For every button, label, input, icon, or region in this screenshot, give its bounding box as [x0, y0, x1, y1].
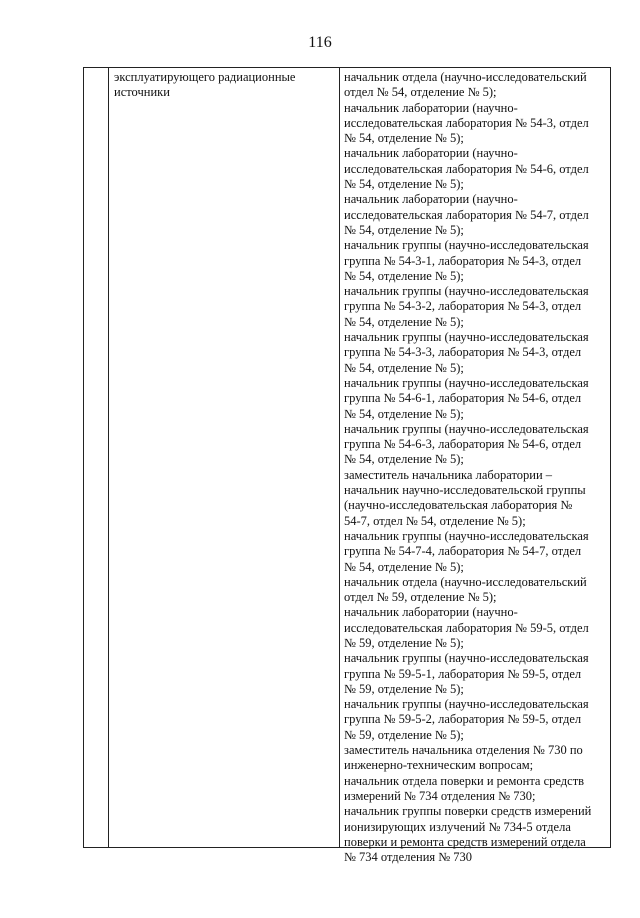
position-line: начальник группы (научно-исследовательская — [344, 375, 589, 390]
position-line: исследовательская лаборатория № 59-5, отдел — [344, 620, 589, 635]
position-line: № 59, отделение № 5); — [344, 635, 464, 650]
position-line: № 59, отделение № 5); — [344, 727, 464, 742]
position-line: № 54, отделение № 5); — [344, 131, 464, 146]
position-line: № 54, отделение № 5); — [344, 360, 464, 375]
position-entry — [344, 330, 606, 376]
position-line: начальник группы (научно-исследовательская — [344, 651, 589, 666]
position-entry — [344, 774, 606, 805]
object-text-line: эксплуатирующего радиационные — [114, 70, 296, 84]
position-entry — [344, 376, 606, 422]
position-line: начальник отдела (научно-исследовательский — [344, 574, 587, 589]
position-line: начальник группы (научно-исследовательская — [344, 238, 589, 253]
position-entry — [344, 192, 606, 238]
object-text-line: источники — [114, 85, 170, 100]
position-line: начальник группы (научно-исследовательская — [344, 421, 589, 436]
position-line: группа № 54-6-1, лаборатория № 54-6, отдел — [344, 391, 582, 406]
position-entry — [344, 284, 606, 330]
position-line: № 54, отделение № 5); — [344, 177, 464, 192]
position-entry — [344, 422, 606, 468]
position-line: начальник группы поверки средств измерений — [344, 804, 592, 819]
position-line: исследовательская лаборатория № 54-6, отдел — [344, 161, 589, 176]
position-line: отдел № 59, отделение № 5); — [344, 590, 497, 605]
position-line: начальник отдела поверки и ремонта средств — [344, 773, 585, 788]
position-entry — [344, 651, 606, 697]
position-line: начальник лаборатории (научно- — [344, 192, 518, 207]
position-entry — [344, 804, 606, 865]
position-line: начальник группы (научно-исследовательская — [344, 284, 589, 299]
position-line: группа № 54-3-1, лаборатория № 54-3, отдел — [344, 253, 582, 268]
position-line: № 54, отделение № 5); — [344, 452, 464, 467]
position-line: инженерно-техническим вопросам; — [344, 758, 534, 773]
page-number: 116 — [308, 34, 332, 51]
position-entry — [344, 605, 606, 651]
position-line: № 54, отделение № 5); — [344, 314, 464, 329]
position-line: начальник научно-исследовательской группы — [344, 483, 586, 498]
position-line: начальник отдела (научно-исследовательский — [344, 70, 587, 84]
position-entry — [344, 101, 606, 147]
position-line: № 54, отделение № 5); — [344, 268, 464, 283]
position-entry — [344, 70, 606, 101]
position-line: исследовательская лаборатория № 54-3, отдел — [344, 115, 589, 130]
position-line: начальник лаборатории (научно- — [344, 146, 518, 161]
object-cell — [109, 68, 340, 847]
position-line: № 59, отделение № 5); — [344, 681, 464, 696]
position-line: группа № 59-5-1, лаборатория № 59-5, отдел — [344, 666, 582, 681]
position-entry — [344, 743, 606, 774]
position-line: № 54, отделение № 5); — [344, 406, 464, 421]
position-line: (научно-исследовательская лаборатория № — [344, 498, 573, 513]
position-line: измерений № 734 отделения № 730; — [344, 788, 536, 803]
position-line: исследовательская лаборатория № 54-7, отдел — [344, 207, 589, 222]
position-entry — [344, 468, 606, 529]
position-line: начальник группы (научно-исследовательская — [344, 330, 589, 345]
position-line: № 54, отделение № 5); — [344, 559, 464, 574]
positions-cell — [340, 68, 610, 865]
position-line: заместитель начальника отделения № 730 по — [344, 743, 583, 758]
position-entry — [344, 529, 606, 575]
position-line: группа № 54-6-3, лаборатория № 54-6, отдел — [344, 437, 582, 452]
position-line: группа № 59-5-2, лаборатория № 59-5, отдел — [344, 712, 582, 727]
position-entry — [344, 575, 606, 606]
position-line: группа № 54-3-3, лаборатория № 54-3, отдел — [344, 345, 582, 360]
document-table — [83, 67, 611, 865]
position-line: начальник группы (научно-исследовательская — [344, 528, 589, 543]
position-line: ионизирующих излучений № 734-5 отдела — [344, 819, 571, 834]
position-entry — [344, 146, 606, 192]
position-line: отдел № 54, отделение № 5); — [344, 85, 497, 100]
position-line: группа № 54-7-4, лаборатория № 54-7, отдел — [344, 544, 582, 559]
position-line: группа № 54-3-2, лаборатория № 54-3, отдел — [344, 299, 582, 314]
position-line: начальник лаборатории (научно- — [344, 100, 518, 115]
position-line: начальник лаборатории (научно- — [344, 605, 518, 620]
position-line: № 734 отделения № 730 — [344, 850, 473, 865]
row-number-cell — [84, 68, 109, 847]
position-entry — [344, 697, 606, 743]
position-line: начальник группы (научно-исследовательская — [344, 697, 589, 712]
position-line: 54-7, отдел № 54, отделение № 5); — [344, 513, 526, 528]
position-line: № 54, отделение № 5); — [344, 222, 464, 237]
position-line: поверки и ремонта средств измерений отдела — [344, 834, 586, 849]
position-line: заместитель начальника лаборатории – — [344, 467, 553, 482]
position-entry — [344, 238, 606, 284]
